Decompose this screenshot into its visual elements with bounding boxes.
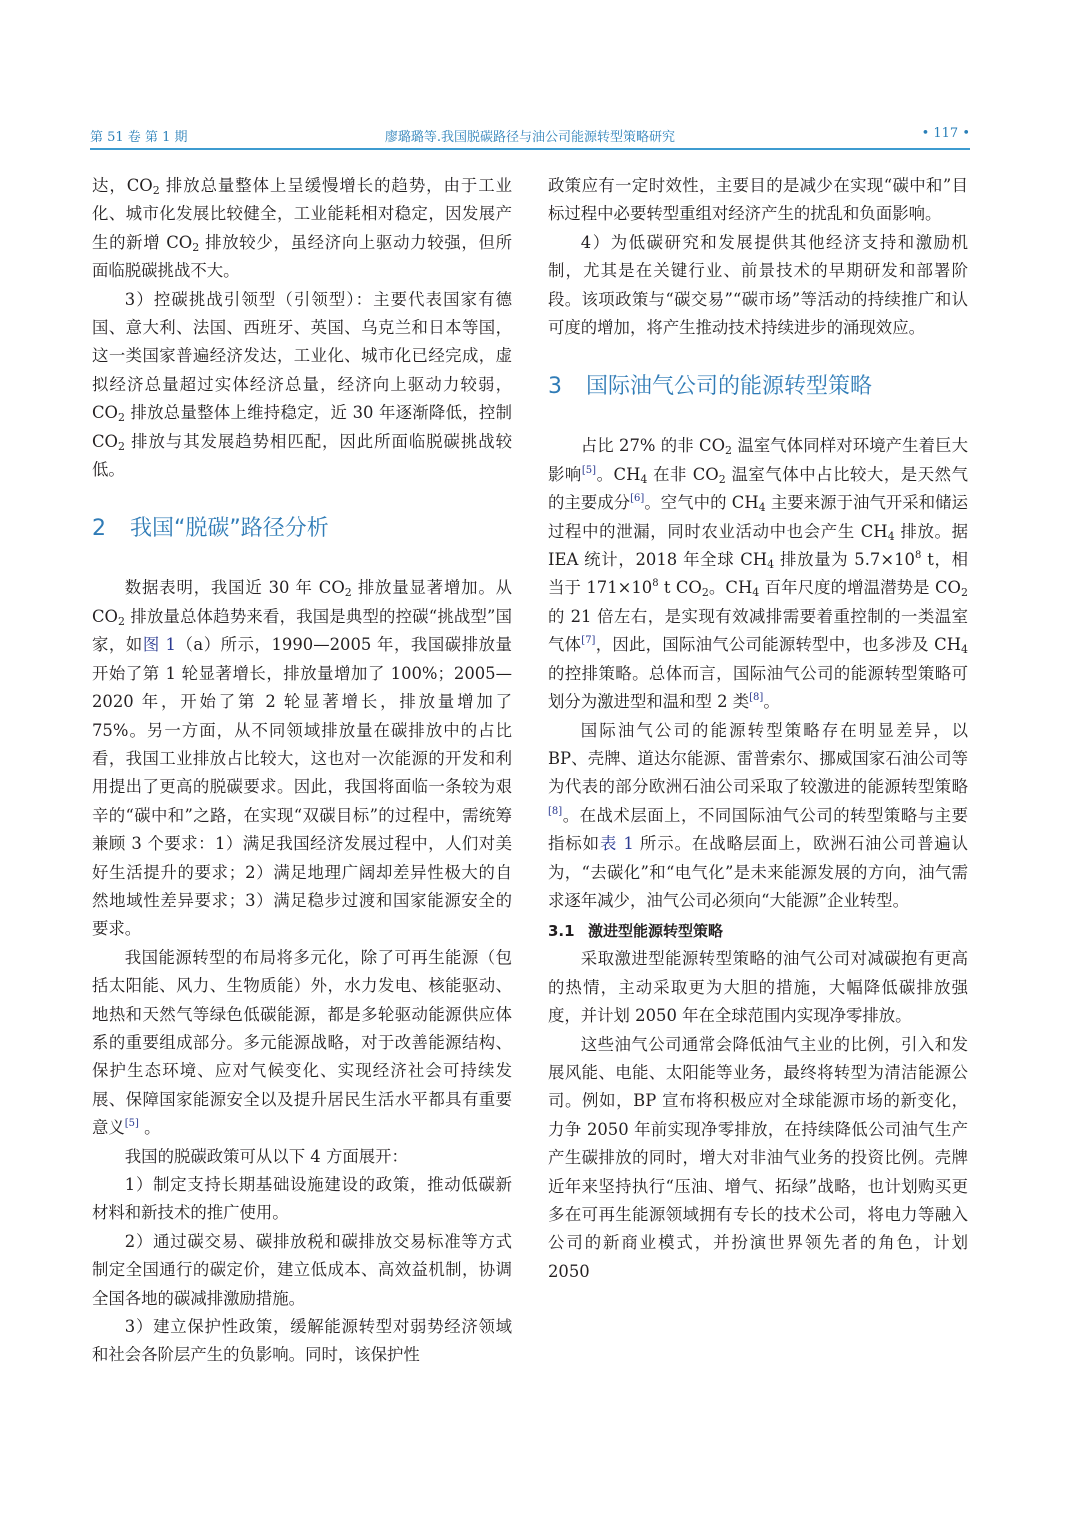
section-heading-3: 3 国际油气公司的能源转型策略 <box>548 374 873 400</box>
paragraph: 采取激进型能源转型策略的油气公司对减碳抱有更高的热情，主动采取更为大胆的措施，大幅降低碳排放强度，并计划 2050 年在全球范围内实现净零排放。 <box>548 949 968 1026</box>
paragraph: 达，$CO_2$ 排放总量整体上呈缓慢增长的趋势，由于工业化、城市化发展比较健全，工业能耗相对稳定，因发展产生的新增 $CO_2$ 排放较少，虽经济向上驱动力较强，但所面临脱碳挑战不大。 <box>92 176 512 281</box>
page-number: • 117 • <box>921 126 970 141</box>
paragraph: 2）通过碳交易、碳排放税和碳排放交易标准等方式制定全国通行的碳定价，建立低成本、高效益机制，协调全国各地的碳减排激励措施。 <box>92 1231 512 1308</box>
paragraph: 占比 27% 的非 $CO_2$ 温室气体同样对环境产生着巨大影响[5]。$CH_4$ 在非 $CO_2$ 温室气体中占比较大，是天然气的主要成分[6]。空气中的 $CH_4$ 主要来源于油气开采和储运过程中的泄漏，同时农业活动中也会产生 $CH_4$ 排放。据 IEA 统计，2018 年全球 $CH_4$ 排放量为 $5.7\times 10^8$ t，相当于 $171\times 10^8$ t $CO_2$。$CH_4$ 百年尺度的增温潜势是 $CO_2$ 的 21 倍左右，是实现有效减排需要着重控制的一类温室气体[7]，因此，国际油气公司能源转型中，也多涉及 $CH_4$ 的控排策略。总体而言，国际油气公司的能源转型策略可划分为激进型和温和型 2 类[8]。 <box>548 436 969 712</box>
paragraph: 1）制定支持长期基础设施建设的政策，推动低碳新材料和新技术的推广使用。 <box>92 1175 512 1223</box>
citation-link[interactable]: [8] <box>749 692 764 704</box>
figure-link[interactable]: 图 1 <box>142 635 176 655</box>
citation-link[interactable]: [7] <box>581 635 596 647</box>
paragraph: 3）控碳挑战引领型（引领型）：主要代表国家有德国、意大利、法国、西班牙、英国、乌克兰和日本等国，这一类国家普遍经济发达，工业化、城市化已经完成，虚拟经济总量超过实体经济总量，经济向上驱动力较弱，$CO_2$ 排放总量整体上维持稳定，近 30 年逐渐降低，控制 $CO_2$ 排放与其发展趋势相匹配，因此所面临脱碳挑战较低。 <box>92 289 512 480</box>
running-title: 廖璐璐等.我国脱碳路径与油公司能源转型策略研究 <box>384 130 676 145</box>
paragraph: 我国的脱碳政策可从以下 4 方面展开： <box>124 1146 408 1166</box>
citation-link[interactable]: [5] <box>124 1118 139 1130</box>
citation-link[interactable]: [6] <box>630 493 645 505</box>
table-link[interactable]: 表 1 <box>599 834 634 854</box>
subsection-heading-3-1: 3.1 激进型能源转型策略 <box>548 922 724 941</box>
paragraph: 数据表明，我国近 30 年 $CO_2$ 排放量显著增加。从 $CO_2$ 排放量总体趋势来看，我国是典型的控碳“挑战型”国家，如图 1（a）所示，1990—2005 年，我国碳排放量开始了第 1 轮显著增长，排放量增加了 100%；2005—2020 年，开始了第 2 轮显著增长，排放量增加了 75%。另一方面，从不同领域排放量在碳排放中的占比看，我国工业排放占比较大，这也对一次能源的开发和利用提出了更高的脱碳要求。因此，我国将面临一条较为艰辛的“碳中和”之路，在实现“双碳目标”的过程中，需统筹兼顾 3 个要求：1）满足我国经济发展过程中，人们对美好生活提升的要求；2）满足地理广阔却差异性极大的自然地域性差异要求；3）满足稳步过渡和国家能源安全的要求。 <box>92 578 512 939</box>
left-column <box>92 172 512 1370</box>
section-heading-2: 2 我国“脱碳”路径分析 <box>92 516 329 542</box>
journal-volume-issue: 第 51 卷 第 1 期 <box>90 130 188 145</box>
paragraph: 4）为低碳研究和发展提供其他经济支持和激励机制，尤其是在关键行业、前景技术的早期研发和部署阶段。该项政策与“碳交易”“碳市场”等活动的持续推广和认可度的增加，将产生推动技术持续进步的涌现效应。 <box>548 232 968 338</box>
paragraph: 我国能源转型的布局将多元化，除了可再生能源（包括太阳能、风力、生物质能）外，水力发电、核能驱动、地热和天然气等绿色低碳能源，都是多轮驱动能源供应体系的重要组成部分。多元能源战略，对于改善能源结构、保护生态环境、应对气候变化、实现经济社会可持续发展、保障国家能源安全以及提升居民生活水平都具有重要意义[5] 。 <box>92 947 512 1138</box>
right-column <box>548 172 968 1286</box>
citation-link[interactable]: [8] <box>548 805 563 817</box>
paragraph: 这些油气公司通常会降低油气主业的比例，引入和发展风能、电能、太阳能等业务，最终将转型为清洁能源公司。例如，BP 宣布将积极应对全球能源市场的新变化，力争 2050 年前实现净零排放，在持续降低公司油气生产产生碳排放的同时，增大对非油气业务的投资比例。壳牌近年来坚持执行“压油、增气、拓绿”战略，也计划购买更多在可再生能源领域拥有专长的技术公司，将电力等融入公司的新商业模式，并扮演世界领先者的角色，计划 2050 <box>548 1034 968 1281</box>
paragraph: 3）建立保护性政策，缓解能源转型对弱势经济领域和社会各阶层产生的负影响。同时，该保护性 <box>92 1317 512 1365</box>
paragraph: 政策应有一定时效性，主要目的是减少在实现“碳中和”目标过程中必要转型重组对经济产生的扰乱和负面影响。 <box>548 176 968 224</box>
header-rule <box>90 148 970 150</box>
running-header <box>90 124 970 146</box>
paragraph: 国际油气公司的能源转型策略存在明显差异，以 BP、壳牌、道达尔能源、雷普索尔、挪威国家石油公司等为代表的部分欧洲石油公司采取了较激进的能源转型策略[8]。在战术层面上，不同国际油气公司的转型策略与主要指标如表 1 所示。在战略层面上，欧洲石油公司普遍认为，“去碳化”和“电气化”是未来能源发展的方向，油气需求逐年减少，油气公司必须向“大能源”企业转型。 <box>548 720 969 910</box>
citation-link[interactable]: [5] <box>581 464 597 476</box>
